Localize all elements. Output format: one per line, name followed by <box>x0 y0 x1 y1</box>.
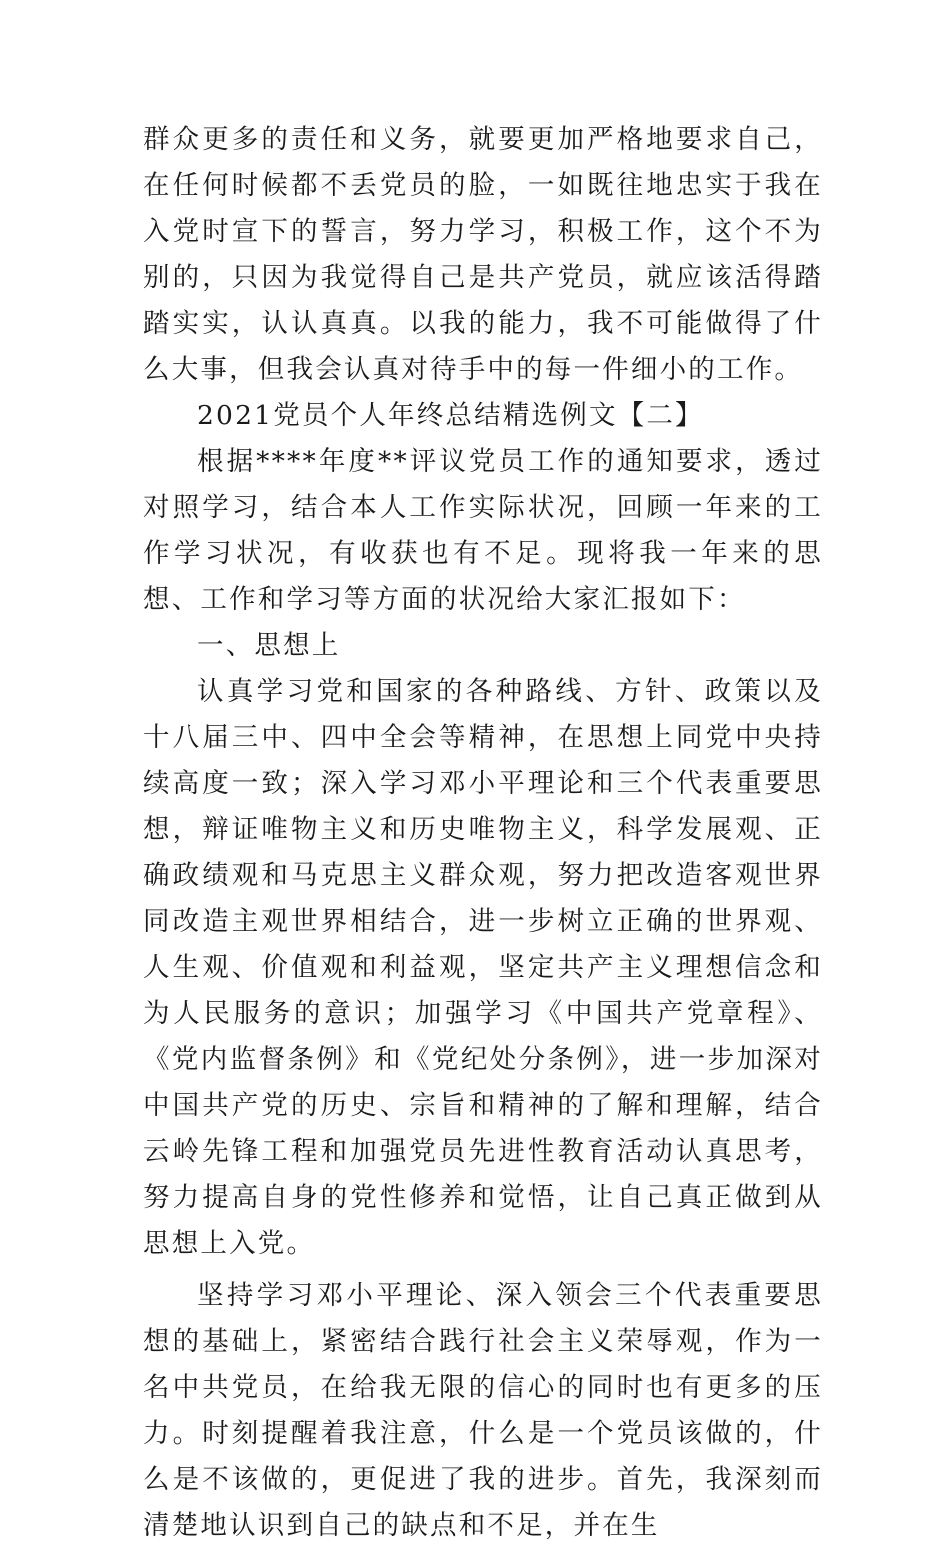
paragraph-practice: 坚持学习邓小平理论、深入领会三个代表重要思想的基础上，紧密结合践行社会主义荣辱观，作为一名中共党员，在给我无限的信心的同时也有更多的压力。时刻提醒着我注意，什么是一个党员该做的，什么是不该做的，更促进了我的进步。首先，我深刻而清楚地认识到自己的缺点和不足，并在生 <box>143 1280 823 1541</box>
paragraph-thought-study: 认真学习党和国家的各种路线、方针、政策以及十八届三中、四中全会等精神，在思想上同党中央持续高度一致；深入学习邓小平理论和三个代表重要思想，辩证唯物主义和历史唯物主义，科学发展观、正确政绩观和马克思主义群众观，努力把改造客观世界同改造主观世界相结合，进一步树立正确的世界观、人生观、价值观和利益观，坚定共产主义理想信念和为人民服务的意识；加强学习《中国共产党章程》、《党内监督条例》和《党纪处分条例》，进一步加深对中国共产党的历史、宗旨和精神的了解和理解，结合云岭先锋工程和加强党员先进性教育活动认真思考，努力提高自身的党性修养和觉悟，让自己真正做到从思想上入党。 <box>143 676 823 1259</box>
paragraph-intro: 根据****年度**评议党员工作的通知要求，透过对照学习，结合本人工作实际状况，回顾一年来的工作学习状况，有收获也有不足。现将我一年来的思想、工作和学习等方面的状况给大家汇报如下： <box>143 446 823 615</box>
section-heading-thought: 一、思想上 <box>197 630 341 661</box>
paragraph-continued: 群众更多的责任和义务，就要更加严格地要求自己，在任何时候都不丢党员的脸，一如既往地忠实于我在入党时宣下的誓言，努力学习，积极工作，这个不为别的，只因为我觉得自己是共产党员，就应该活得踏踏实实，认认真真。以我的能力，我不可能做得了什么大事，但我会认真对待手中的每一件细小的工作。 <box>143 124 823 385</box>
section-heading-example-two: 2021党员个人年终总结精选例文【二】 <box>197 400 704 431</box>
document-body <box>143 117 823 1549</box>
